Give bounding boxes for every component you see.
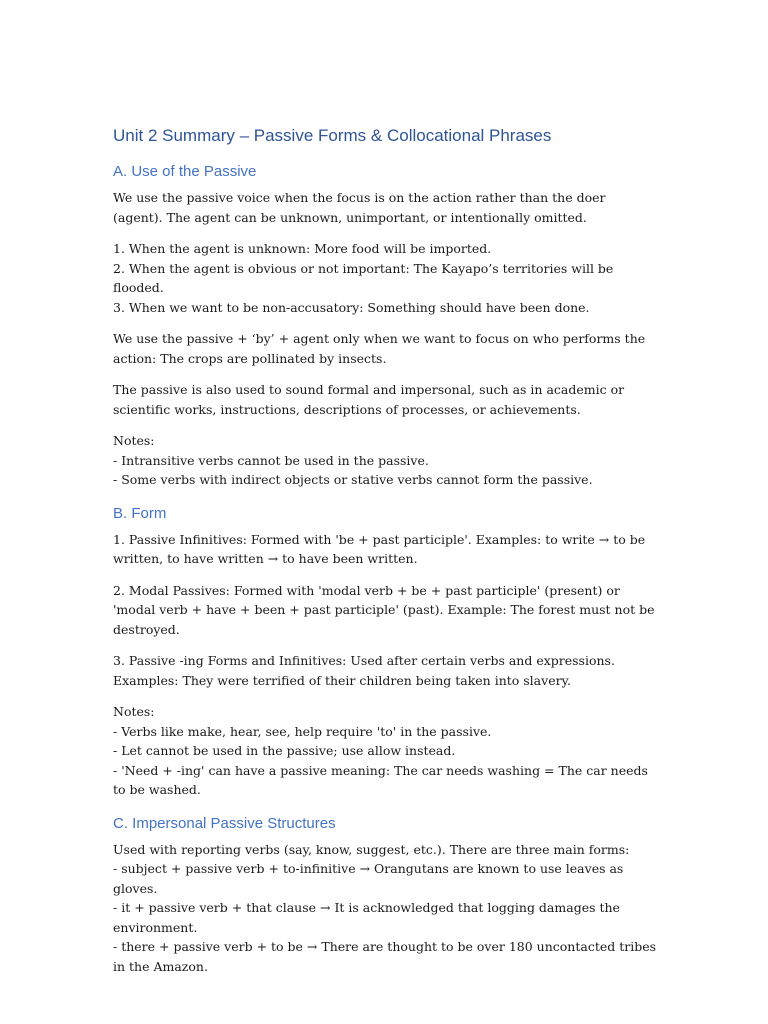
paragraph-line: We use the passive voice when the focus is on the action rather than the doer (agent). The agent can be unknown, unimportant, or intentionally omitted.	[113, 190, 606, 225]
paragraph	[113, 651, 658, 690]
paragraph-line: The passive is also used to sound formal and impersonal, such as in academic or scientific works, instructions, descriptions of processes, or achievements.	[113, 382, 625, 417]
paragraph	[113, 581, 658, 640]
paragraph	[113, 329, 658, 368]
note-item: - Verbs like make, hear, see, help require 'to' in the passive.	[113, 723, 492, 739]
paragraph-line: 3. Passive -ing Forms and Infinitives: Used after certain verbs and expressions. Examples: They were terrified of their children being taken into slavery.	[113, 653, 615, 688]
list-item: - there + passive verb + to be → There are thought to be over 180 uncontacted tribes in the Amazon.	[113, 939, 657, 974]
paragraph-line: We use the passive + ‘by’ + agent only when we want to focus on who performs the action: The crops are pollinated by insects.	[113, 331, 646, 366]
document-title: Unit 2 Summary – Passive Forms & Collocational Phrases	[113, 126, 552, 145]
paragraph-line: 2. Modal Passives: Formed with 'modal verb + be + past participle' (present) or 'modal verb + have + been + past participle' (past). Example: The forest must not be destroyed.	[113, 582, 655, 637]
paragraph-line: Used with reporting verbs (say, know, suggest, etc.). There are three main forms:	[113, 841, 630, 857]
paragraph	[113, 188, 658, 227]
list-item: 2. When the agent is obvious or not important: The Kayapo’s territories will be flooded.	[113, 260, 614, 295]
notes-label: Notes:	[113, 704, 155, 719]
list-item: 1. When the agent is unknown: More food will be imported.	[113, 241, 492, 256]
paragraph	[113, 840, 658, 977]
section-heading: A. Use of the Passive	[113, 163, 257, 180]
document-page	[113, 124, 658, 988]
note-item: - Some verbs with indirect objects or stative verbs cannot form the passive.	[113, 472, 593, 487]
section-impersonal-passive	[113, 814, 658, 977]
notes-block	[113, 431, 658, 490]
paragraph-line: 1. Passive Infinitives: Formed with 'be + past participle'. Examples: to write → to be written, to have written → to have been written.	[113, 531, 646, 566]
numbered-list	[113, 239, 658, 317]
paragraph	[113, 530, 658, 569]
note-item: - Intransitive verbs cannot be used in the passive.	[113, 452, 429, 468]
paragraph	[113, 380, 658, 419]
section-heading: B. Form	[113, 504, 167, 522]
notes-block	[113, 702, 658, 800]
section-heading: C. Impersonal Passive Structures	[113, 814, 336, 832]
list-item: 3. When we want to be non-accusatory: Something should have been done.	[113, 299, 590, 315]
section-use-of-passive	[113, 162, 658, 490]
section-form	[113, 504, 658, 800]
list-item: - it + passive verb + that clause → It is acknowledged that logging damages the environment.	[113, 900, 620, 935]
note-item: - 'Need + -ing' can have a passive meaning: The car needs washing = The car needs to be washed.	[113, 762, 648, 797]
list-item: - subject + passive verb + to-infinitive → Orangutans are known to use leaves as gloves.	[113, 861, 624, 896]
notes-label: Notes:	[113, 433, 155, 448]
note-item: - Let cannot be used in the passive; use allow instead.	[113, 743, 456, 758]
